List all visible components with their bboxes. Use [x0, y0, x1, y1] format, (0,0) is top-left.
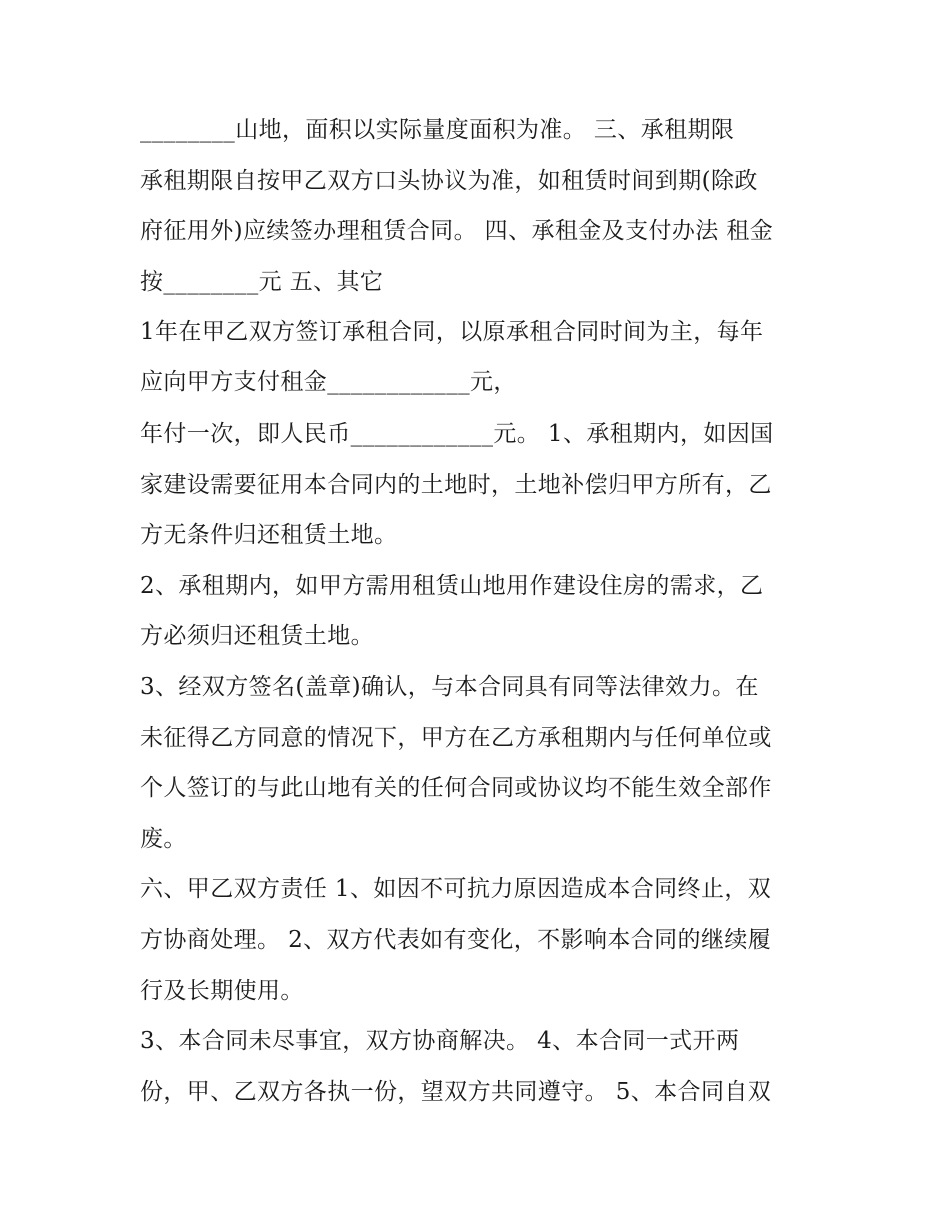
text-line: 3、经双方签名(盖章)确认，与本合同具有同等法律效力。在: [140, 674, 759, 700]
text-line: 六、甲乙双方责任 1、如因不可抗力原因造成本合同终止，双: [140, 876, 772, 902]
text-line: 按________元 五、其它: [140, 269, 384, 295]
text-line: 废。: [140, 826, 187, 852]
text-line: 个人签订的与此山地有关的任何合同或协议均不能生效全部作: [140, 775, 772, 801]
text-line: 家建设需要征用本合同内的土地时，土地补偿归甲方所有，乙: [140, 472, 772, 498]
text-line: 承租期限自按甲乙双方口头协议为准，如租赁时间到期(除政: [140, 168, 758, 194]
text-line: 行及长期使用。: [140, 978, 304, 1004]
text-line: 方协商处理。 2、双方代表如有变化，不影响本合同的继续履: [140, 927, 772, 953]
text-line: 应向甲方支付租金____________元，: [140, 369, 517, 395]
text-line: 1年在甲乙双方签订承租合同，以原承租合同时间为主，每年: [140, 319, 764, 345]
text-line: 方无条件归还租赁土地。: [140, 522, 398, 548]
text-line: 份，甲、乙双方各执一份，望双方共同遵守。 5、本合同自双: [140, 1079, 772, 1105]
text-line: 2、承租期内，如甲方需用租赁山地用作建设住房的需求，乙: [140, 573, 764, 599]
text-line: 3、本合同未尽事宜，双方协商解决。 4、本合同一式开两: [140, 1028, 740, 1054]
text-line: 未征得乙方同意的情况下，甲方在乙方承租期内与任何单位或: [140, 725, 772, 751]
text-line: ________山地，面积以实际量度面积为准。 三、承租期限: [140, 117, 735, 143]
text-line: 年付一次，即人民币____________元。 1、承租期内，如因国: [140, 421, 774, 447]
text-line: 府征用外)应续签办理租赁合同。 四、承租金及支付办法 租金: [140, 218, 774, 244]
text-line: 方必须归还租赁土地。: [140, 623, 374, 649]
